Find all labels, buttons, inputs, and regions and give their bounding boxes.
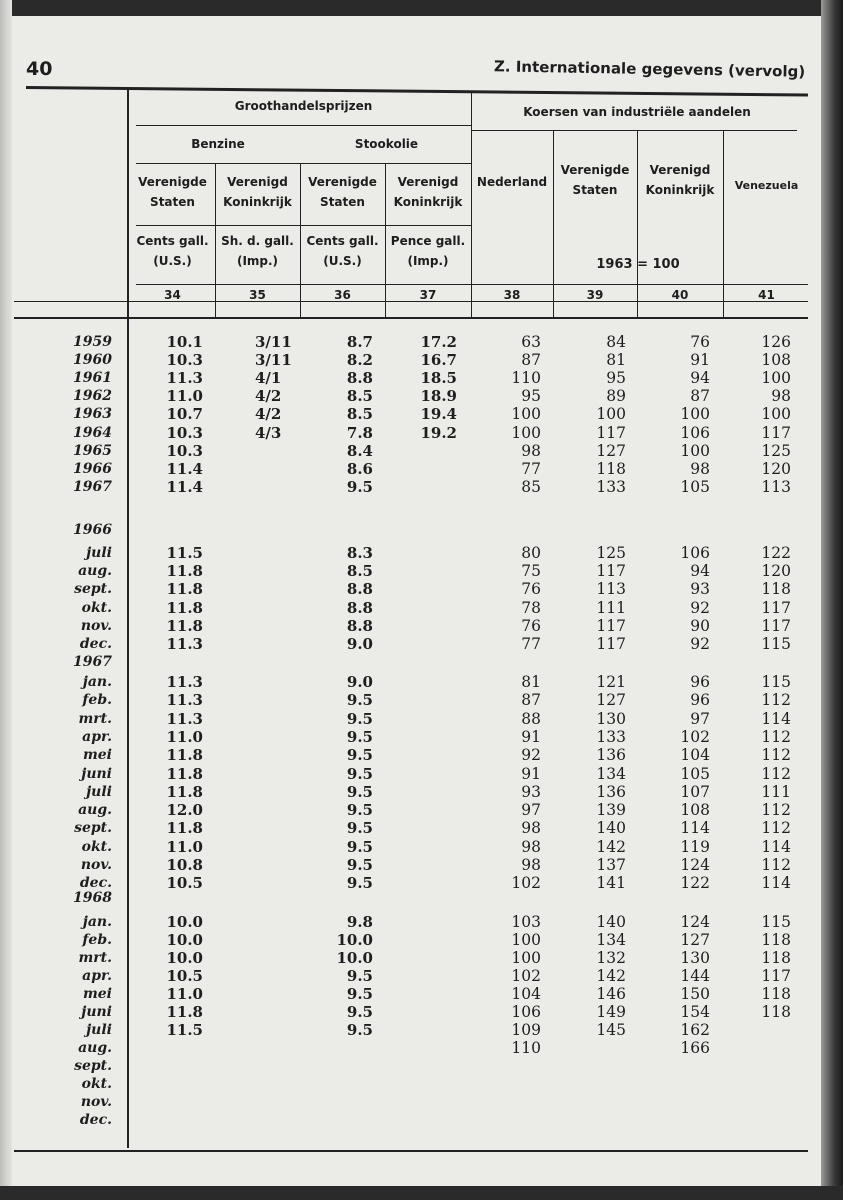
table-cell: 110 bbox=[511, 369, 541, 388]
table-cell: 139 bbox=[596, 801, 626, 820]
table-cell: 111 bbox=[596, 598, 626, 617]
column-header-name: Verenigde Staten bbox=[138, 175, 207, 209]
scan-bottom-edge bbox=[0, 1186, 843, 1200]
table-cell: 114 bbox=[680, 819, 710, 838]
scan-right-edge bbox=[821, 0, 843, 1200]
column-header-name: Venezuela bbox=[734, 179, 799, 192]
row-label: nov. bbox=[80, 617, 112, 634]
row-label: juli bbox=[86, 545, 112, 561]
row-label: aug. bbox=[78, 802, 112, 819]
column-number: 40 bbox=[671, 288, 689, 302]
table-cell: 11.8 bbox=[166, 782, 203, 801]
table-cell: 140 bbox=[596, 913, 626, 931]
section-title: Z. Internationale gegevens (vervolg) bbox=[493, 57, 806, 81]
table-cell: 81 bbox=[521, 673, 541, 691]
table-cell: 8.8 bbox=[346, 369, 373, 388]
table-cell: 17.2 bbox=[420, 333, 457, 351]
table-cell: 93 bbox=[521, 782, 541, 801]
subgroup-stookolie: Stookolie bbox=[354, 137, 419, 151]
column-number: 41 bbox=[758, 288, 775, 302]
table-cell: 113 bbox=[596, 580, 626, 599]
table-cell: 63 bbox=[521, 333, 541, 351]
group-right-rule bbox=[472, 130, 797, 131]
table-cell: 11.3 bbox=[166, 709, 203, 728]
table-cell: 11.5 bbox=[166, 544, 203, 562]
table-cell: 105 bbox=[680, 477, 710, 496]
table-cell: 8.5 bbox=[346, 562, 373, 581]
row-label: dec. bbox=[79, 636, 112, 652]
table-cell: 4/2 bbox=[255, 405, 282, 424]
table-cell: 124 bbox=[680, 856, 710, 874]
row-label: jan. bbox=[82, 914, 112, 930]
table-cell: 144 bbox=[680, 967, 710, 985]
table-cell: 11.8 bbox=[166, 580, 203, 599]
table-cell: 117 bbox=[596, 562, 626, 581]
table-cell: 98 bbox=[521, 837, 541, 856]
table-cell: 11.5 bbox=[166, 1021, 203, 1039]
table-cell: 12.0 bbox=[166, 801, 203, 820]
table-cell: 11.0 bbox=[166, 837, 203, 856]
table-cell: 103 bbox=[511, 913, 541, 931]
table-cell: 76 bbox=[690, 333, 710, 351]
row-label: okt. bbox=[81, 599, 112, 616]
table-cell: 4/3 bbox=[255, 423, 282, 442]
table-cell: 117 bbox=[596, 423, 626, 442]
table-cell: 10.3 bbox=[166, 441, 203, 460]
table-cell: 11.4 bbox=[166, 477, 203, 496]
scan-top-edge bbox=[0, 0, 843, 16]
table-cell: 8.3 bbox=[346, 544, 373, 562]
table-cell: 130 bbox=[596, 709, 626, 728]
table-cell: 122 bbox=[761, 544, 791, 562]
table-cell: 102 bbox=[680, 727, 710, 746]
table-cell: 11.8 bbox=[166, 819, 203, 838]
table-cell: 9.8 bbox=[346, 913, 373, 931]
table-cell: 114 bbox=[761, 837, 791, 856]
table-cell: 118 bbox=[596, 459, 626, 478]
table-cell: 118 bbox=[761, 580, 791, 599]
table-cell: 10.1 bbox=[166, 333, 203, 351]
table-cell: 118 bbox=[761, 949, 791, 967]
row-label: dec. bbox=[79, 1112, 112, 1128]
table-cell: 91 bbox=[521, 727, 541, 746]
table-cell: 8.2 bbox=[346, 351, 373, 370]
table-cell: 9.0 bbox=[346, 635, 373, 653]
table-cell: 8.5 bbox=[346, 387, 373, 406]
column-number: 38 bbox=[503, 288, 521, 302]
table-cell: 162 bbox=[680, 1021, 710, 1039]
table-cell: 84 bbox=[606, 333, 626, 351]
label-column-divider bbox=[127, 90, 129, 1148]
table-cell: 125 bbox=[761, 441, 791, 460]
table-cell: 112 bbox=[761, 727, 791, 746]
table-cell: 112 bbox=[761, 819, 791, 838]
table-cell: 77 bbox=[521, 459, 541, 478]
row-label: 1960 bbox=[73, 352, 112, 369]
table-cell: 96 bbox=[690, 673, 710, 691]
table-cell: 9.5 bbox=[346, 477, 373, 496]
table-cell: 85 bbox=[521, 477, 541, 496]
row-label: apr. bbox=[82, 968, 112, 984]
table-cell: 9.5 bbox=[346, 691, 373, 710]
column-number: 36 bbox=[334, 288, 351, 302]
table-cell: 115 bbox=[761, 673, 791, 691]
table-cell: 11.3 bbox=[166, 369, 203, 388]
table-cell: 78 bbox=[521, 598, 541, 617]
row-label: juni bbox=[81, 1004, 112, 1020]
row-label: okt. bbox=[81, 1076, 112, 1092]
table-cell: 97 bbox=[521, 801, 541, 820]
column-header-unit: Cents gall. (U.S.) bbox=[306, 234, 379, 268]
table-cell: 154 bbox=[680, 1003, 710, 1021]
table-cell: 9.5 bbox=[346, 746, 373, 765]
table-cell: 98 bbox=[690, 459, 710, 478]
table-cell: 120 bbox=[761, 562, 791, 581]
table-cell: 9.5 bbox=[346, 1003, 373, 1021]
table-cell: 11.4 bbox=[166, 459, 203, 478]
table-cell: 118 bbox=[761, 985, 791, 1003]
row-label: juni bbox=[81, 765, 112, 782]
column-number: 37 bbox=[419, 288, 437, 302]
table-cell: 134 bbox=[596, 764, 626, 783]
table-cell: 10.5 bbox=[166, 874, 203, 893]
row-label: sept. bbox=[74, 820, 112, 837]
column-header-unit: Sh. d. gall. (Imp.) bbox=[221, 234, 294, 268]
table-cell: 130 bbox=[680, 949, 710, 967]
table-cell: 9.5 bbox=[346, 874, 373, 893]
table-cell: 88 bbox=[521, 709, 541, 728]
table-cell: 106 bbox=[680, 423, 710, 442]
table-cell: 9.5 bbox=[346, 1021, 373, 1039]
table-cell: 11.8 bbox=[166, 562, 203, 581]
table-cell: 166 bbox=[680, 1039, 710, 1057]
table-cell: 9.5 bbox=[346, 837, 373, 856]
column-header-name: Verenigde Staten bbox=[560, 163, 630, 197]
row-label: sept. bbox=[74, 1058, 112, 1074]
table-cell: 112 bbox=[761, 746, 791, 765]
table-cell: 90 bbox=[690, 616, 710, 635]
row-label: nov. bbox=[80, 1094, 112, 1110]
table-cell: 19.2 bbox=[420, 423, 457, 442]
table-cell: 8.8 bbox=[346, 598, 373, 617]
row-label: apr. bbox=[82, 728, 112, 745]
table-cell: 150 bbox=[680, 985, 710, 1003]
column-header-name: Nederland bbox=[476, 175, 548, 189]
table-cell: 102 bbox=[511, 967, 541, 985]
table-cell: 133 bbox=[596, 727, 626, 746]
table-cell: 87 bbox=[690, 387, 710, 406]
header-bottom-rule bbox=[14, 317, 808, 319]
table-cell: 91 bbox=[521, 764, 541, 783]
period-heading: 1966 bbox=[73, 522, 112, 538]
table-cell: 10.8 bbox=[166, 856, 203, 874]
table-cell: 3/11 bbox=[255, 351, 292, 370]
table-cell: 112 bbox=[761, 764, 791, 783]
table-cell: 11.8 bbox=[166, 746, 203, 765]
table-cell: 104 bbox=[680, 746, 710, 765]
table-cell: 111 bbox=[761, 782, 791, 801]
top-rule bbox=[26, 86, 808, 97]
table-cell: 76 bbox=[521, 580, 541, 599]
row-label: juli bbox=[86, 783, 112, 800]
table-cell: 142 bbox=[596, 967, 626, 985]
column-number: 39 bbox=[586, 288, 604, 302]
table-cell: 9.5 bbox=[346, 856, 373, 874]
table-cell: 112 bbox=[761, 801, 791, 820]
table-cell: 10.3 bbox=[166, 423, 203, 442]
table-cell: 8.7 bbox=[346, 333, 373, 351]
row-label: sept. bbox=[74, 581, 112, 598]
bottom-rule bbox=[14, 1150, 808, 1152]
table-cell: 9.5 bbox=[346, 985, 373, 1003]
row-label: mrt. bbox=[78, 950, 112, 966]
table-cell: 8.4 bbox=[346, 441, 373, 460]
table-cell: 9.5 bbox=[346, 764, 373, 783]
table-cell: 104 bbox=[511, 985, 541, 1003]
table-cell: 146 bbox=[596, 985, 626, 1003]
table-cell: 9.5 bbox=[346, 709, 373, 728]
table-cell: 9.5 bbox=[346, 967, 373, 985]
table-cell: 11.8 bbox=[166, 616, 203, 635]
group-header-wholesale: Groothandelsprijzen bbox=[234, 99, 373, 113]
table-cell: 95 bbox=[606, 369, 626, 388]
table-cell: 10.0 bbox=[166, 913, 203, 931]
table-cell: 125 bbox=[596, 544, 626, 562]
table-cell: 100 bbox=[596, 405, 626, 424]
table-cell: 11.3 bbox=[166, 635, 203, 653]
table-cell: 94 bbox=[690, 369, 710, 388]
table-cell: 109 bbox=[511, 1021, 541, 1039]
table-cell: 114 bbox=[761, 874, 791, 893]
period-heading: 1968 bbox=[73, 890, 112, 906]
table-cell: 114 bbox=[761, 709, 791, 728]
table-cell: 100 bbox=[680, 441, 710, 460]
table-cell: 112 bbox=[761, 856, 791, 874]
table-cell: 117 bbox=[596, 635, 626, 653]
scan-left-edge bbox=[0, 0, 12, 1200]
table-cell: 100 bbox=[761, 405, 791, 424]
table-cell: 119 bbox=[680, 837, 710, 856]
table-cell: 19.4 bbox=[420, 405, 457, 424]
table-cell: 102 bbox=[511, 874, 541, 893]
table-cell: 121 bbox=[596, 673, 626, 691]
table-cell: 136 bbox=[596, 782, 626, 801]
row-label: jan. bbox=[82, 674, 112, 690]
table-cell: 10.0 bbox=[336, 949, 373, 967]
table-cell: 8.8 bbox=[346, 616, 373, 635]
row-label: 1963 bbox=[73, 406, 112, 423]
table-cell: 133 bbox=[596, 477, 626, 496]
table-cell: 8.5 bbox=[346, 405, 373, 424]
column-header-unit: Pence gall. (Imp.) bbox=[390, 234, 466, 268]
table-cell: 11.3 bbox=[166, 691, 203, 710]
table-cell: 77 bbox=[521, 635, 541, 653]
table-cell: 98 bbox=[771, 387, 791, 406]
row-label: 1964 bbox=[73, 424, 112, 441]
subgroup-rule bbox=[136, 163, 471, 164]
group-left-rule bbox=[136, 125, 471, 126]
table-cell: 10.0 bbox=[336, 931, 373, 949]
table-cell: 94 bbox=[690, 562, 710, 581]
table-cell: 141 bbox=[596, 874, 626, 893]
table-cell: 18.9 bbox=[420, 387, 457, 406]
row-label: mrt. bbox=[78, 710, 112, 727]
row-label: juli bbox=[86, 1022, 112, 1038]
table-cell: 106 bbox=[511, 1003, 541, 1021]
subgroup-benzine: Benzine bbox=[191, 137, 245, 151]
table-cell: 136 bbox=[596, 746, 626, 765]
row-label: aug. bbox=[78, 563, 112, 580]
row-label: feb. bbox=[82, 932, 112, 948]
table-cell: 11.8 bbox=[166, 1003, 203, 1021]
row-label: nov. bbox=[80, 857, 112, 873]
table-cell: 10.0 bbox=[166, 949, 203, 967]
table-cell: 127 bbox=[596, 441, 626, 460]
table-cell: 10.3 bbox=[166, 351, 203, 370]
table-cell: 100 bbox=[511, 931, 541, 949]
table-cell: 126 bbox=[761, 333, 791, 351]
table-cell: 7.8 bbox=[346, 423, 373, 442]
table-cell: 10.0 bbox=[166, 931, 203, 949]
column-header-name: Verenigde Staten bbox=[308, 175, 377, 209]
table-cell: 87 bbox=[521, 691, 541, 710]
table-cell: 100 bbox=[511, 423, 541, 442]
table-cell: 98 bbox=[521, 856, 541, 874]
table-cell: 92 bbox=[690, 635, 710, 653]
table-cell: 149 bbox=[596, 1003, 626, 1021]
table-cell: 9.5 bbox=[346, 801, 373, 820]
table-cell: 115 bbox=[761, 635, 791, 653]
table-cell: 127 bbox=[680, 931, 710, 949]
table-cell: 91 bbox=[690, 351, 710, 370]
table-cell: 145 bbox=[596, 1021, 626, 1039]
table-cell: 105 bbox=[680, 764, 710, 783]
num-top-rule bbox=[136, 284, 808, 285]
table-cell: 76 bbox=[521, 616, 541, 635]
column-header-name: Verenigd Koninkrijk bbox=[645, 163, 715, 197]
table-cell: 118 bbox=[761, 1003, 791, 1021]
period-heading: 1967 bbox=[73, 654, 112, 670]
table-cell: 92 bbox=[690, 598, 710, 617]
table-cell: 110 bbox=[511, 1039, 541, 1057]
table-cell: 118 bbox=[761, 931, 791, 949]
row-label: dec. bbox=[79, 875, 112, 892]
table-cell: 97 bbox=[690, 709, 710, 728]
table-cell: 95 bbox=[521, 387, 541, 406]
table-cell: 80 bbox=[521, 544, 541, 562]
table-cell: 11.3 bbox=[166, 673, 203, 691]
table-cell: 89 bbox=[606, 387, 626, 406]
table-cell: 117 bbox=[761, 616, 791, 635]
table-cell: 127 bbox=[596, 691, 626, 710]
row-label: 1967 bbox=[73, 478, 112, 495]
table-cell: 8.6 bbox=[346, 459, 373, 478]
table-cell: 98 bbox=[521, 819, 541, 838]
base-year-label: 1963 = 100 bbox=[596, 257, 680, 272]
table-cell: 8.8 bbox=[346, 580, 373, 599]
table-cell: 108 bbox=[680, 801, 710, 820]
table-cell: 10.5 bbox=[166, 967, 203, 985]
row-label: feb. bbox=[82, 692, 112, 709]
table-cell: 10.7 bbox=[166, 405, 203, 424]
table-cell: 117 bbox=[761, 598, 791, 617]
table-cell: 98 bbox=[521, 441, 541, 460]
column-header-name: Verenigd Koninkrijk bbox=[393, 175, 463, 209]
table-cell: 142 bbox=[596, 837, 626, 856]
row-label: 1961 bbox=[73, 370, 112, 387]
table-cell: 137 bbox=[596, 856, 626, 874]
table-cell: 112 bbox=[761, 691, 791, 710]
table-cell: 120 bbox=[761, 459, 791, 478]
table-cell: 117 bbox=[761, 423, 791, 442]
table-cell: 117 bbox=[761, 967, 791, 985]
table-cell: 16.7 bbox=[420, 351, 457, 370]
table-cell: 11.8 bbox=[166, 764, 203, 783]
table-cell: 11.0 bbox=[166, 985, 203, 1003]
table-cell: 81 bbox=[606, 351, 626, 370]
table-cell: 100 bbox=[511, 405, 541, 424]
table-cell: 100 bbox=[761, 369, 791, 388]
table-cell: 134 bbox=[596, 931, 626, 949]
column-number: 34 bbox=[164, 288, 181, 302]
table-cell: 107 bbox=[680, 782, 710, 801]
row-label: 1962 bbox=[73, 388, 112, 405]
table-cell: 117 bbox=[596, 616, 626, 635]
table-cell: 11.0 bbox=[166, 727, 203, 746]
table-cell: 9.5 bbox=[346, 727, 373, 746]
table-cell: 124 bbox=[680, 913, 710, 931]
table-cell: 100 bbox=[511, 949, 541, 967]
table-cell: 115 bbox=[761, 913, 791, 931]
table-cell: 4/1 bbox=[255, 369, 282, 388]
row-label: aug. bbox=[78, 1040, 112, 1056]
column-header-name: Verenigd Koninkrijk bbox=[223, 175, 292, 209]
table-cell: 18.5 bbox=[420, 369, 457, 388]
row-label: 1966 bbox=[73, 460, 112, 477]
group-header-shares: Koersen van industriële aandelen bbox=[523, 105, 751, 119]
table-cell: 11.8 bbox=[166, 598, 203, 617]
table-cell: 11.0 bbox=[166, 387, 203, 406]
row-label: 1965 bbox=[73, 442, 112, 459]
table-cell: 93 bbox=[690, 580, 710, 599]
column-number: 35 bbox=[249, 288, 266, 302]
table-cell: 3/11 bbox=[255, 333, 292, 351]
row-label: 1959 bbox=[73, 334, 112, 350]
table-cell: 9.5 bbox=[346, 782, 373, 801]
table-cell: 9.5 bbox=[346, 819, 373, 838]
row-label: mei bbox=[82, 986, 112, 1002]
table-cell: 108 bbox=[761, 351, 791, 370]
table-cell: 100 bbox=[680, 405, 710, 424]
table-cell: 75 bbox=[521, 562, 541, 581]
row-label: mei bbox=[82, 747, 112, 764]
table-cell: 96 bbox=[690, 691, 710, 710]
table-cell: 92 bbox=[521, 746, 541, 765]
table-cell: 113 bbox=[761, 477, 791, 496]
table-cell: 87 bbox=[521, 351, 541, 370]
table-cell: 122 bbox=[680, 874, 710, 893]
table-cell: 4/2 bbox=[255, 387, 282, 406]
table-cell: 132 bbox=[596, 949, 626, 967]
column-header-unit: Cents gall. (U.S.) bbox=[136, 234, 209, 268]
unit-rule bbox=[136, 225, 471, 226]
row-label: okt. bbox=[81, 838, 112, 855]
table-cell: 106 bbox=[680, 544, 710, 562]
table-cell: 9.0 bbox=[346, 673, 373, 691]
page-number: 40 bbox=[26, 58, 53, 80]
table-cell: 140 bbox=[596, 819, 626, 838]
